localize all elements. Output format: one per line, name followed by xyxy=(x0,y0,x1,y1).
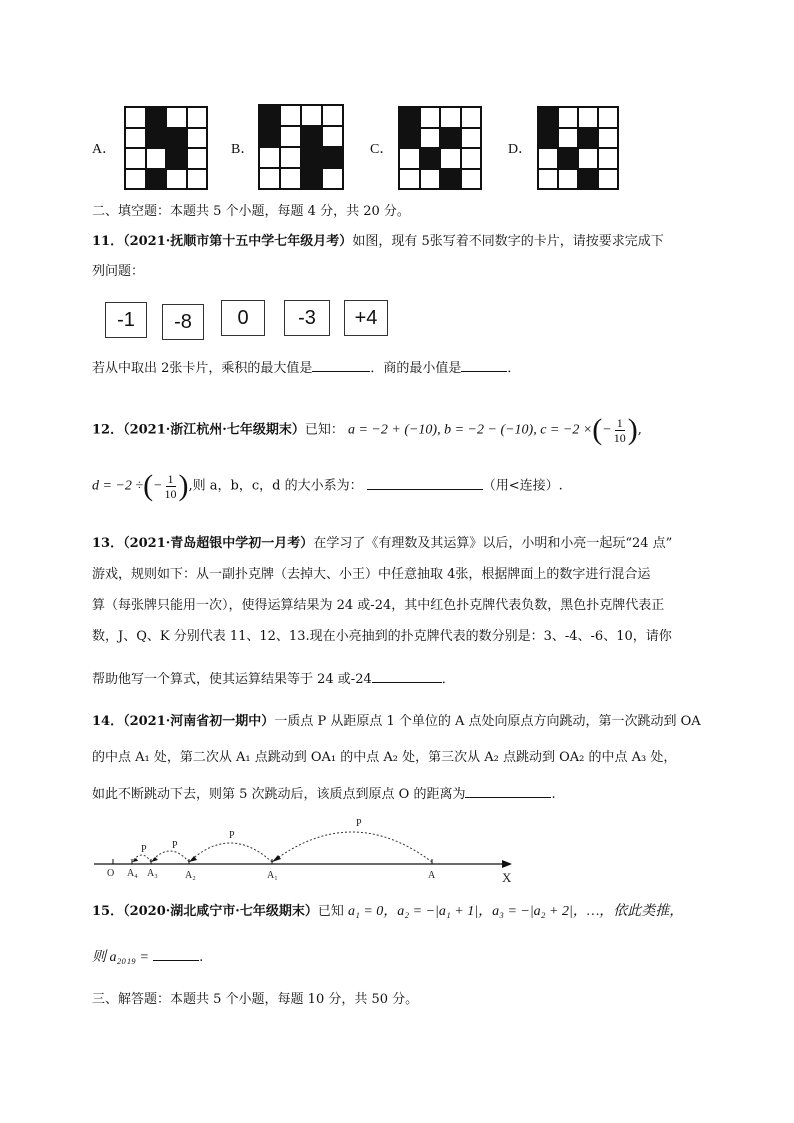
question-text xyxy=(92,357,520,379)
question-text xyxy=(92,946,203,968)
option-label: D． xyxy=(508,142,533,157)
question-11 xyxy=(92,232,664,252)
grid-cell-filled xyxy=(441,129,460,148)
fraction-denominator: 10 xyxy=(613,430,626,445)
question-text: 的中点 A₁ 处，第二次从 A₁ 点跳动到 OA₁ 的中点 A₂ 处，第三次从 A₂ 点跳动到 OA₂ 的中点 A₃ 处， xyxy=(92,750,677,765)
grid-cell-filled xyxy=(260,127,279,146)
question-source: （2021·抚顺市第十五中学七年级月考） xyxy=(123,234,353,249)
label-a: A xyxy=(428,870,436,881)
question-text: 已知： xyxy=(304,422,344,438)
grid-cell-empty xyxy=(323,169,342,188)
grid-cell-empty xyxy=(599,129,617,148)
question-text: 数，J、Q、K 分别代表 11、12、13.现在小亮抽到的扑克牌代表的数分别是：3、-4、-6、10，请你 xyxy=(92,629,672,644)
grid-cell-empty xyxy=(441,149,460,168)
fraction xyxy=(165,472,177,501)
grid-cell-filled xyxy=(400,108,419,127)
answer-blank[interactable] xyxy=(153,946,199,961)
grid-figure xyxy=(537,106,619,190)
answer-blank[interactable] xyxy=(367,475,483,490)
minus-sign: − xyxy=(153,478,163,494)
grid-cell-empty xyxy=(421,129,440,148)
grid-cell-empty xyxy=(539,149,557,168)
section-heading: 三、解答题：本题共 5 个小题，每题 10 分，共 50 分。 xyxy=(92,992,419,1007)
grid-cell-filled xyxy=(323,148,342,167)
grid-cell-empty xyxy=(441,108,460,127)
option-label: A． xyxy=(92,142,117,157)
grid-cell-filled xyxy=(559,149,577,168)
question-14 xyxy=(92,712,701,732)
grid-cell-empty xyxy=(126,170,145,189)
grid-cell-filled xyxy=(167,129,186,148)
label-a4: A₄ xyxy=(127,868,138,879)
grid-cell-empty xyxy=(188,129,207,148)
number-card: -8 xyxy=(162,304,204,340)
grid-cell-empty xyxy=(462,149,481,168)
question-12: 12．（2021·浙江杭州·七年级期末）已知： a = −2 + (−10), b = −2 − (−10), c = −2 ×(− $\frac{1}{10}$ ), xyxy=(92,413,642,446)
grid-cell-filled xyxy=(147,170,166,189)
grid-cell-empty xyxy=(167,170,186,189)
grid-cell-filled xyxy=(302,148,321,167)
grid-cell-filled xyxy=(421,149,440,168)
grid-cell-filled xyxy=(167,149,186,168)
paren-open: ( xyxy=(592,413,603,446)
grid-cell-empty xyxy=(126,149,145,168)
grid-cell-empty xyxy=(599,170,617,189)
option-label: C． xyxy=(370,142,394,157)
number-card: -3 xyxy=(284,300,330,336)
question-source: （2021·河南省初一期中） xyxy=(123,714,275,729)
grid-cell-empty xyxy=(559,170,577,189)
grid-cell-empty xyxy=(559,129,577,148)
label-o: O xyxy=(107,868,115,879)
text-span: 若从中取出 2张卡片，乘积的最大值是 xyxy=(92,361,313,376)
grid-cell-empty xyxy=(599,108,617,127)
grid-cell-empty xyxy=(281,169,300,188)
question-source: （2021·浙江杭州·七年级期末） xyxy=(123,422,305,438)
grid-cell-empty xyxy=(260,169,279,188)
grid-cell-empty xyxy=(167,108,186,127)
grid-cell-empty xyxy=(462,129,481,148)
grid-cell-empty xyxy=(400,149,419,168)
grid-cell-empty xyxy=(126,108,145,127)
fraction-numerator: 1 xyxy=(167,471,174,486)
question-text: 已知 xyxy=(317,904,344,919)
question-source: （2021·青岛超银中学初一月考） xyxy=(123,536,314,551)
label-x: X xyxy=(502,870,512,885)
answer-blank[interactable] xyxy=(461,357,507,372)
grid-cell-empty xyxy=(579,108,597,127)
math-expression: a₁ = 0，a₂ = −|a₁ + 1|，a₃ = −|a₂ + 2|，…，依此类推， xyxy=(347,904,684,919)
math-expression: a = −2 + (−10), b = −2 − (−10), c = −2 × xyxy=(347,422,593,438)
grid-cell-empty xyxy=(260,148,279,167)
question-15 xyxy=(92,902,683,922)
grid-cell-filled xyxy=(147,108,166,127)
text-span: . xyxy=(551,787,556,802)
fraction-denominator: 10 xyxy=(164,486,177,501)
grid-figure xyxy=(124,106,208,190)
grid-cell-empty xyxy=(599,149,617,168)
question-12-line2 xyxy=(92,466,563,506)
grid-cell-empty xyxy=(188,170,207,189)
paren-close: ) xyxy=(627,413,638,446)
paren-close: ) xyxy=(178,469,189,502)
grid-cell-empty xyxy=(400,170,419,189)
question-number: 11． xyxy=(92,234,124,249)
axis-arrow xyxy=(502,860,512,868)
grid-cell-empty xyxy=(462,108,481,127)
text-span: . xyxy=(199,950,204,965)
section-heading: 二、填空题：本题共 5 个小题，每题 4 分，共 20 分。 xyxy=(92,204,410,219)
text-span: ． xyxy=(441,672,455,687)
grid-figure xyxy=(398,106,482,190)
question-text xyxy=(92,668,455,690)
number-card: -1 xyxy=(105,302,147,338)
question-text: 算（每张牌只能用一次），使得运算结果为 24 或-24，其中红色扑克牌代表负数，黑色扑克牌代表正 xyxy=(92,598,665,613)
question-text xyxy=(92,783,556,805)
grid-cell-filled xyxy=(539,129,557,148)
label-a3: A₃ xyxy=(147,868,158,879)
question-text: 一质点 P 从距原点 1 个单位的 A 点处向原点方向跳动，第一次跳动到 OA xyxy=(274,714,701,729)
question-text: ,则 a，b，c，d 的大小系为： xyxy=(188,478,363,494)
question-text: （用<连接）. xyxy=(482,478,563,494)
text-span: ．商的最小值是 xyxy=(370,361,462,376)
grid-cell-filled xyxy=(260,106,279,125)
question-number: 13． xyxy=(92,536,124,551)
label-a2: A₂ xyxy=(185,870,196,881)
grid-cell-empty xyxy=(559,108,577,127)
grid-cell-empty xyxy=(147,149,166,168)
question-text: 如图，现有 5张写着不同数字的卡片，请按要求完成下 xyxy=(352,234,664,249)
minus-sign: − xyxy=(602,422,612,438)
grid-cell-empty xyxy=(302,106,321,125)
question-text: 列问题： xyxy=(92,264,145,279)
grid-cell-empty xyxy=(579,149,597,168)
answer-blank[interactable] xyxy=(372,668,442,683)
grid-figure xyxy=(258,104,344,190)
grid-cell-empty xyxy=(462,170,481,189)
grid-cell-empty xyxy=(281,148,300,167)
grid-cell-filled xyxy=(441,170,460,189)
question-number: 14． xyxy=(92,714,124,729)
grid-cell-empty xyxy=(281,106,300,125)
grid-cell-empty xyxy=(421,170,440,189)
grid-cell-filled xyxy=(539,108,557,127)
grid-cell-empty xyxy=(323,106,342,125)
question-13 xyxy=(92,534,672,554)
question-number: 12． xyxy=(92,422,124,438)
label-p: P xyxy=(172,840,178,851)
grid-cell-filled xyxy=(400,129,419,148)
math-expression: d = −2 ÷ xyxy=(92,478,144,494)
answer-blank[interactable] xyxy=(465,783,551,798)
number-card: 0 xyxy=(221,300,265,336)
math-expression: 则 a₂₀₁₉ = xyxy=(92,950,149,965)
arrow-heads xyxy=(132,855,281,862)
fraction xyxy=(614,416,626,445)
grid-cell-filled xyxy=(579,170,597,189)
question-number: 15． xyxy=(92,904,124,919)
question-text: 游戏，规则如下：从一副扑克牌（去掉大、小王）中任意抽取 4张，根据牌面上的数字进行混合运 xyxy=(92,567,651,582)
text-span: 如此不断跳动下去，则第 5 次跳动后，该质点到原点 O 的距离为 xyxy=(92,787,466,802)
grid-cell-filled xyxy=(302,127,321,146)
text-span: 帮助他写一个算式，使其运算结果等于 24 或-24 xyxy=(92,672,372,687)
option-label: B． xyxy=(231,142,255,157)
grid-cell-empty xyxy=(281,127,300,146)
grid-cell-filled xyxy=(147,129,166,148)
grid-cell-empty xyxy=(188,149,207,168)
grid-cell-filled xyxy=(302,169,321,188)
text-span: ． xyxy=(507,361,521,376)
grid-cell-empty xyxy=(126,129,145,148)
question-text: 在学习了《有理数及其运算》以后，小明和小亮一起玩“24 点” xyxy=(313,536,673,551)
grid-cell-empty xyxy=(421,108,440,127)
fraction-numerator: 1 xyxy=(616,415,623,430)
number-line-figure xyxy=(92,812,522,888)
label-p: P xyxy=(356,818,362,829)
grid-cell-empty xyxy=(539,170,557,189)
grid-cell-empty xyxy=(323,127,342,146)
label-p: P xyxy=(141,844,147,855)
number-card: +4 xyxy=(344,300,388,336)
label-a1: A₁ xyxy=(267,870,278,881)
question-source: （2020·湖北咸宁市·七年级期末） xyxy=(123,904,318,919)
grid-cell-empty xyxy=(188,108,207,127)
grid-cell-filled xyxy=(579,129,597,148)
label-p: P xyxy=(229,830,235,841)
paren-open: ( xyxy=(143,469,154,502)
answer-blank[interactable] xyxy=(312,357,370,372)
